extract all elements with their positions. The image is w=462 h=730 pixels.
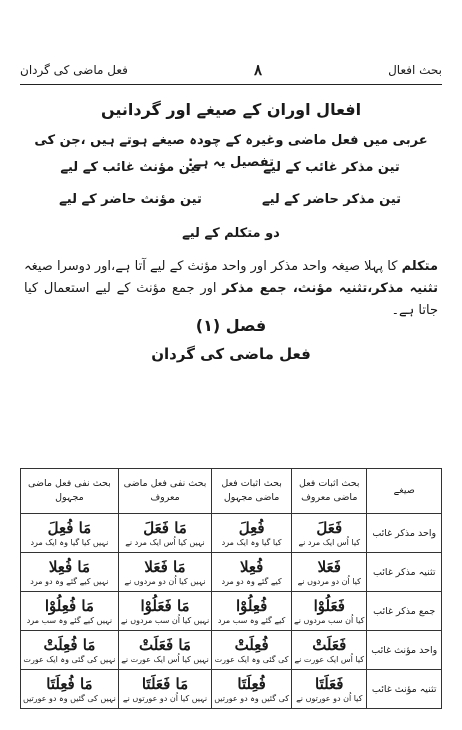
verb-form: مَا فُعِلَتْ xyxy=(43,636,96,654)
row-form-label: جمع مذکر غائب xyxy=(367,592,442,631)
verb-form: مَا فَعَلا xyxy=(144,558,186,576)
conjugation-cell xyxy=(118,670,211,709)
verb-form: فُعِلَتَا xyxy=(237,675,266,693)
row-form-label: واحد مذکر غائب xyxy=(367,514,442,553)
conjugation-table xyxy=(20,468,442,709)
explanation-text-1: کا پہلا صیغہ واحد مذکر اور واحد مؤنث کے لیے آتا ہے،اور دوسرا صیغہ xyxy=(24,259,398,274)
page-number: ۸ xyxy=(253,61,262,79)
verb-form: فُعِلُوْا xyxy=(235,597,268,615)
group-row-1 xyxy=(30,160,432,175)
verb-meaning: کیا اُن سب مردوں نے xyxy=(294,616,365,625)
group-feminine-absent: تین مؤنث غائب کے لیے xyxy=(60,160,201,175)
table-row xyxy=(21,592,442,631)
verb-form: مَا فَعَلُوْا xyxy=(140,597,190,615)
verb-meaning: نہیں کیا اُس ایک مرد نے xyxy=(125,538,205,547)
verb-meaning: نہیں کی گئیں وہ دو عورتیں xyxy=(23,694,116,703)
conjugation-cell xyxy=(118,514,211,553)
verb-form: فَعَلَتَا xyxy=(315,675,344,693)
row-form-label: تثنیہ مؤنث غائب xyxy=(367,670,442,709)
header-negative-active: بحث نفی فعل ماضی معروف xyxy=(118,469,211,514)
verb-form: فَعَلا xyxy=(317,558,341,576)
table-row xyxy=(21,553,442,592)
group-first-person: دو متکلم کے لیے xyxy=(182,226,280,241)
group-masculine-absent: تین مذکر غائب کے لیے xyxy=(263,160,400,175)
verb-form: فَعَلُوْا xyxy=(313,597,345,615)
group-row-2 xyxy=(30,192,432,207)
table-row xyxy=(21,670,442,709)
group-feminine-present: تین مؤنث حاضر کے لیے xyxy=(59,192,202,207)
verb-meaning: کیا اُس ایک مرد نے xyxy=(298,538,361,547)
row-form-label: تثنیہ مذکر غائب xyxy=(367,553,442,592)
verb-form: مَا فُعِلا xyxy=(48,558,90,576)
verb-meaning: نہیں کیا اُن دو مردوں نے xyxy=(124,577,206,586)
verb-form: مَا فَعَلَتَا xyxy=(141,675,189,693)
verb-form: فَعَلَ xyxy=(316,519,343,537)
conjugation-cell xyxy=(292,631,367,670)
conjugation-cell xyxy=(21,631,119,670)
section-heading: فصل (۱) xyxy=(195,316,267,335)
verb-meaning: کی گئیں وہ دو عورتیں xyxy=(214,694,290,703)
verb-form: فُعِلَ xyxy=(238,519,265,537)
conjugation-cell xyxy=(292,514,367,553)
header-negative-passive: بحث نفی فعل ماضی مجہول xyxy=(21,469,119,514)
verb-form: مَا فُعِلُوْا xyxy=(44,597,94,615)
explanation-paragraph xyxy=(24,256,438,322)
verb-form: مَا فَعَلَ xyxy=(143,519,187,537)
intro-paragraph: عربی میں فعل ماضی وغیرہ کے چودہ صیغے ہوتے ہیں ،جن کی تفصیل یہ ہے: xyxy=(34,133,428,170)
verb-meaning: نہیں کی گئی وہ ایک عورت xyxy=(23,655,116,664)
header-affirmative-passive: بحث اثبات فعل ماضی مجہول xyxy=(212,469,292,514)
explanation-bold-mid: تثنیہ مذکر،تثنیہ مؤنث، جمع مذکر xyxy=(222,281,438,296)
verb-form: فُعِلا xyxy=(239,558,264,576)
verb-meaning: نہیں کیا اُس ایک عورت نے xyxy=(121,655,209,664)
verb-meaning: نہیں کیا اُن دو عورتوں نے xyxy=(122,694,208,703)
verb-meaning: نہیں کیے گئے وہ سب مرد xyxy=(26,616,113,625)
conjugation-cell xyxy=(118,592,211,631)
verb-meaning: نہیں کیے گئے وہ دو مرد xyxy=(30,577,109,586)
conjugation-cell xyxy=(292,553,367,592)
conjugation-cell xyxy=(212,592,292,631)
verb-form: فُعِلَتْ xyxy=(234,636,269,654)
row-form-label: واحد مؤنث غائب xyxy=(367,631,442,670)
conjugation-cell xyxy=(21,592,119,631)
verb-meaning: کیے گئے وہ دو مرد xyxy=(221,577,282,586)
explanation-bold-lead: متکلم xyxy=(401,259,439,274)
page-title: افعال اوران کے صیغے اور گردانیں xyxy=(100,100,362,119)
conjugation-cell xyxy=(292,670,367,709)
conjugation-cell xyxy=(21,553,119,592)
verb-meaning: نہیں کیا گیا وہ ایک مرد xyxy=(30,538,109,547)
header-chapter-title: فعل ماضی کی گردان xyxy=(20,63,128,77)
verb-meaning: کیا اُن دو مردوں نے xyxy=(297,577,361,586)
explanation-text-2: اور جمع مؤنث کے لیے استعمال کیا جاتا ہے۔ xyxy=(24,281,438,318)
verb-form: مَا فُعِلَتَا xyxy=(46,675,93,693)
verb-form: مَا فُعِلَ xyxy=(47,519,92,537)
table-header-row xyxy=(21,469,442,514)
conjugation-cell xyxy=(212,514,292,553)
conjugation-cell xyxy=(212,631,292,670)
header-rule xyxy=(20,84,442,85)
conjugation-cell xyxy=(212,670,292,709)
verb-meaning: کیا اُن دو عورتوں نے xyxy=(296,694,363,703)
table-row xyxy=(21,514,442,553)
table-row xyxy=(21,631,442,670)
verb-meaning: کیے گئے وہ سب مرد xyxy=(217,616,286,625)
verb-form: مَا فَعَلَتْ xyxy=(139,636,191,654)
conjugation-cell xyxy=(21,514,119,553)
verb-meaning: کیا اُس ایک عورت نے xyxy=(294,655,365,664)
verb-meaning: کیا گیا وہ ایک مرد xyxy=(221,538,282,547)
group-masculine-present: تین مذکر حاضر کے لیے xyxy=(261,192,402,207)
conjugation-cell xyxy=(118,553,211,592)
conjugation-cell xyxy=(292,592,367,631)
table-body xyxy=(21,514,442,709)
verb-form: فَعَلَتْ xyxy=(312,636,347,654)
subsection-heading: فعل ماضی کی گردان xyxy=(151,345,311,363)
running-header xyxy=(20,58,442,82)
verb-meaning: نہیں کیا اُن سب مردوں نے xyxy=(120,616,210,625)
header-section-title: بحث افعال xyxy=(388,63,442,77)
header-affirmative-active: بحث اثبات فعل ماضی معروف xyxy=(292,469,367,514)
header-forms: صیغے xyxy=(367,469,442,514)
conjugation-cell xyxy=(118,631,211,670)
conjugation-cell xyxy=(212,553,292,592)
verb-meaning: کی گئی وہ ایک عورت xyxy=(214,655,289,664)
conjugation-cell xyxy=(21,670,119,709)
